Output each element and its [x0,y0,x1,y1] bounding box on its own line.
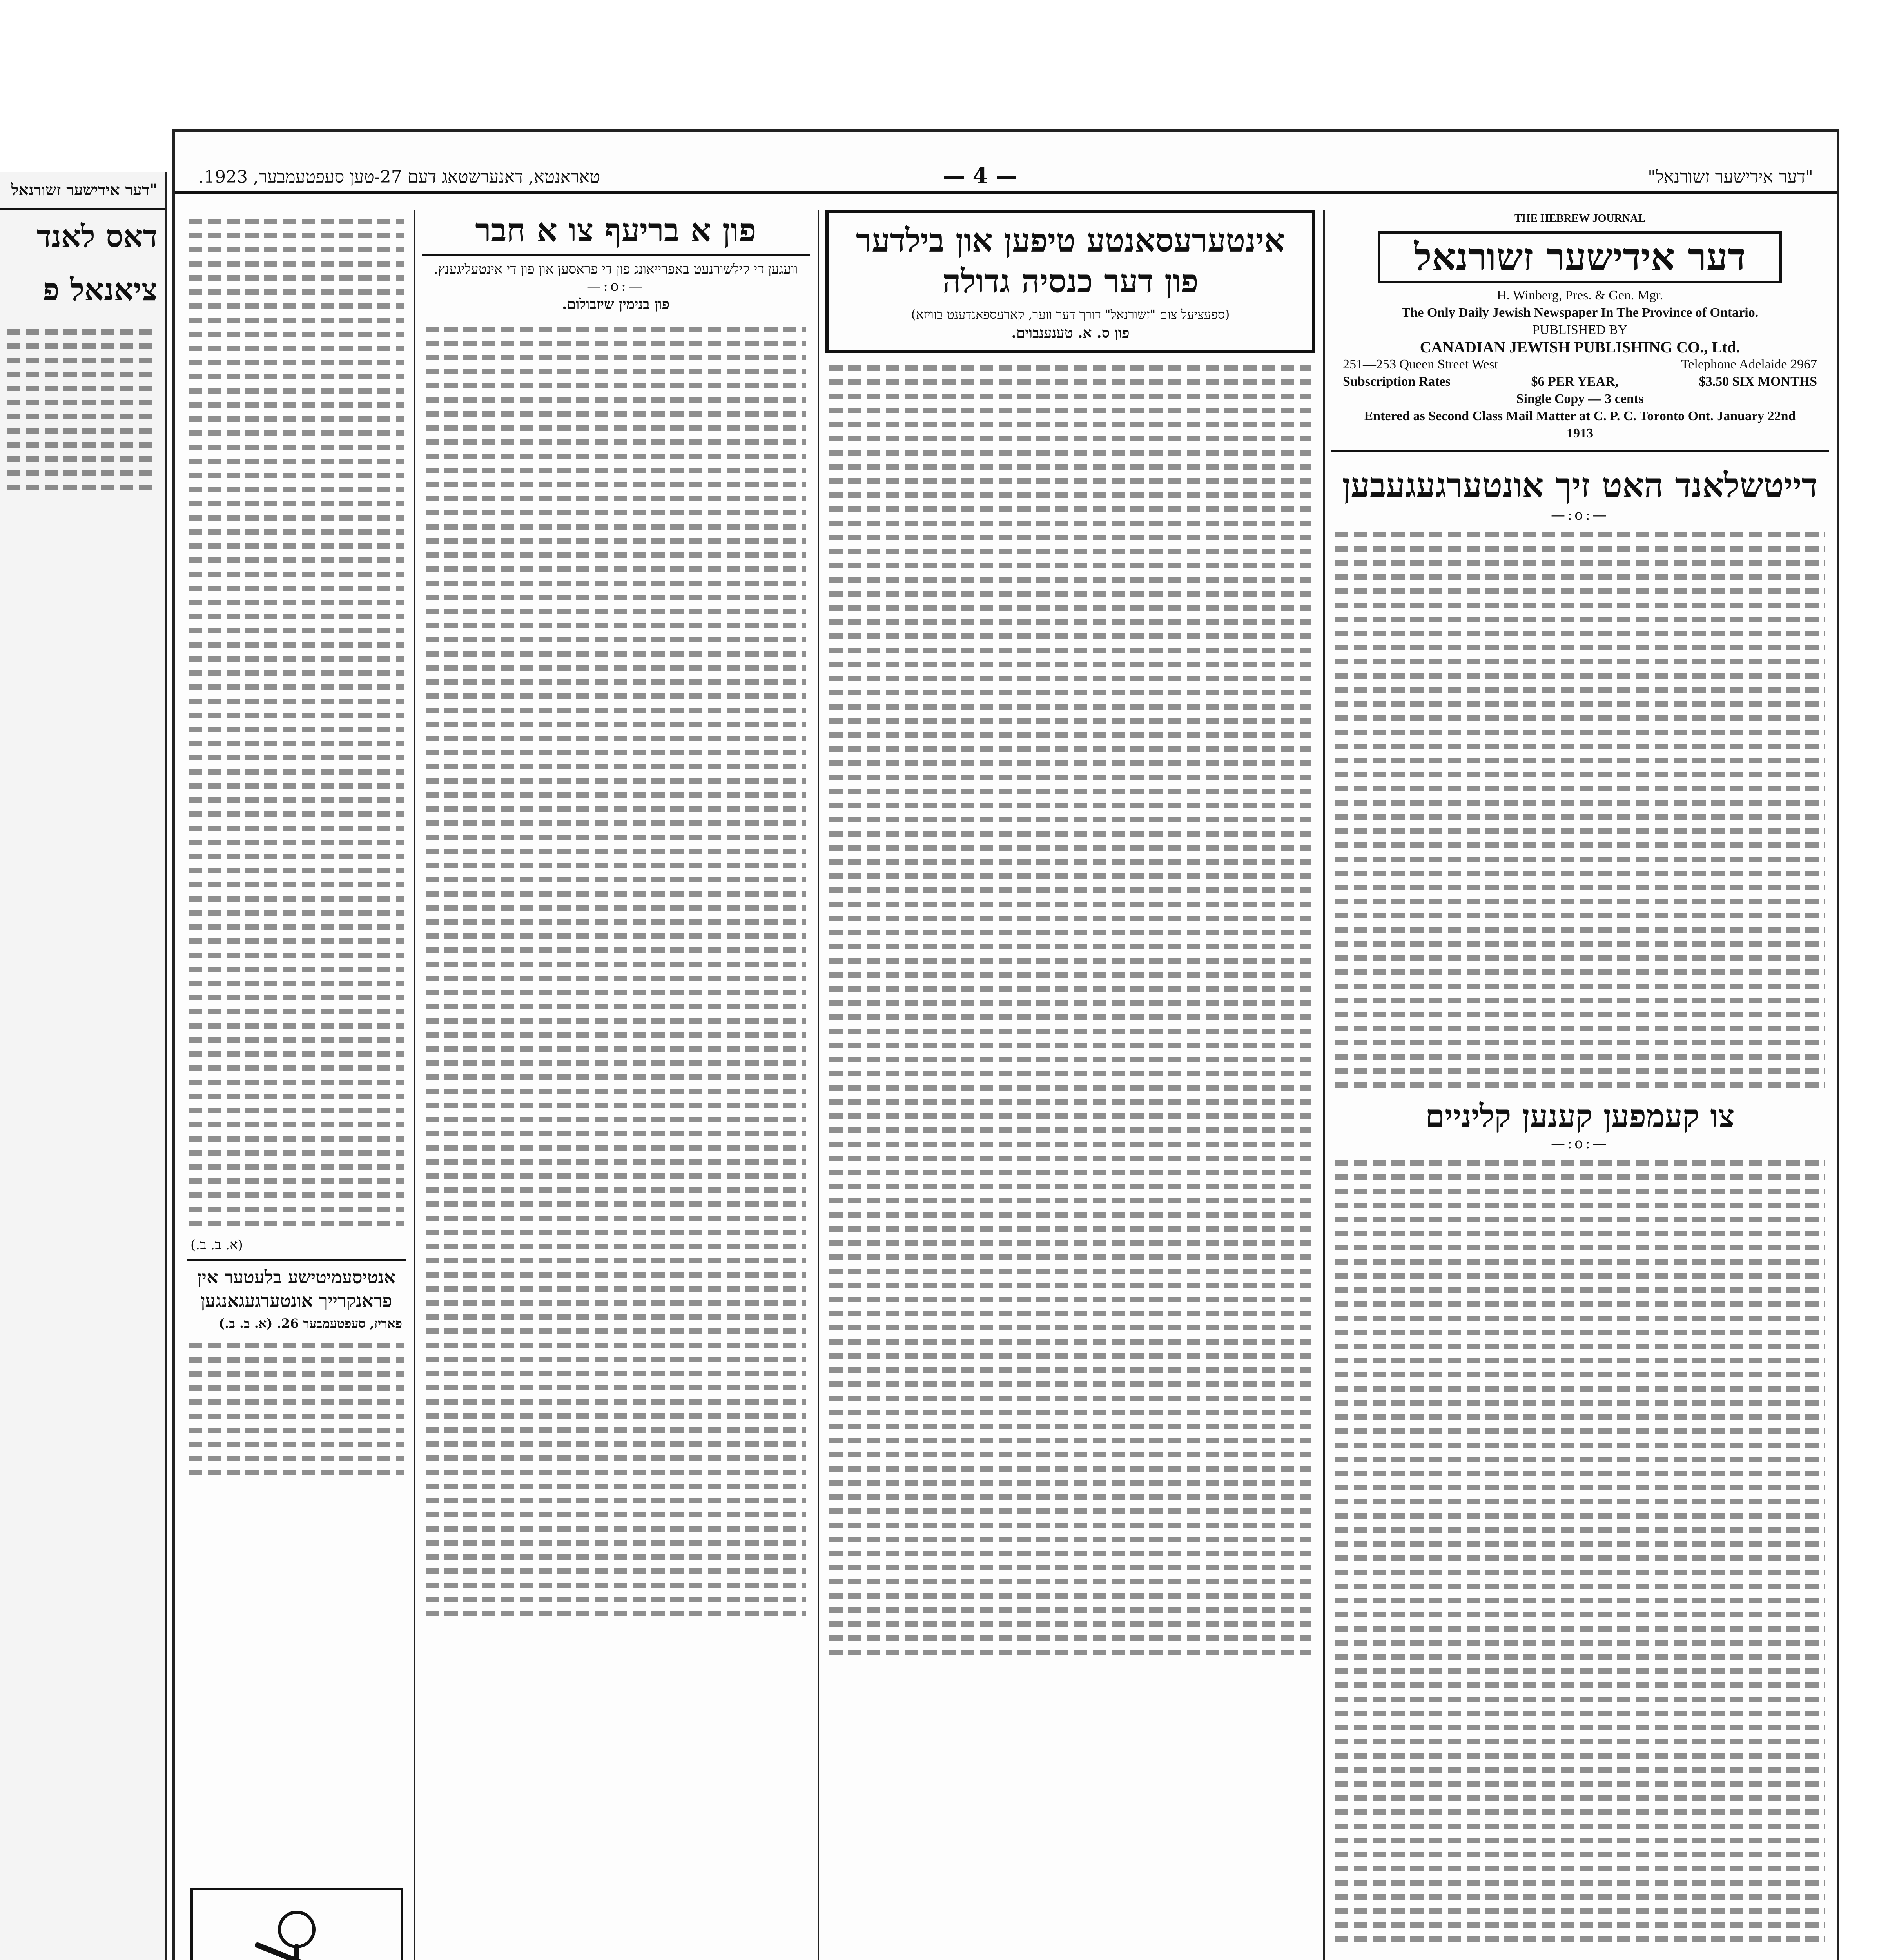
feature-subhead: (ספעציעל צום "זשורנאל" דורך דער ווער, קארעספאנדענט בוויזא) [911,307,1230,322]
masthead-english-title: THE HEBREW JOURNAL [1514,212,1645,225]
column-rule [414,210,415,1960]
letter-body [422,314,810,1629]
newspaper-page [172,129,1839,1960]
editorial-body-1 [1331,532,1829,1088]
editorial-body-2 [1331,1160,1829,1942]
previous-page-headline-1: דאס לאנד [36,219,158,254]
masthead-tagline: The Only Daily Jewish Newspaper In The Province of Ontario. [1401,305,1759,320]
feature-headline-box [825,210,1315,353]
letter-byline: פון בנימין שיזבולום. [562,296,670,312]
editorial-separator-2: —:o:— [1551,1136,1609,1152]
previous-page-headline-2: ציאנאל פ [43,272,158,308]
letter-signature: (א. ב. ב.) [190,1237,243,1253]
masthead-box [1331,210,1829,452]
feature-headline-line-1: אינטערעסאנטע טיפען און בילדער [856,222,1285,260]
editorial-headline-2: צו קעמפען קענען קליניים [1425,1098,1735,1134]
editorial-separator-1: —:o:— [1551,507,1609,523]
previous-page-fragment [0,172,167,1960]
letter-subhead: וועגען די קילשורנעט באפרייאונג פון די פראסען און פון די אינטעליגענץ. [433,261,798,277]
masthead-six-month-rate: $3.50 SIX MONTHS [1699,374,1817,389]
masthead-published-by: PUBLISHED BY [1532,323,1628,337]
letter-headline: פון א בריעף צו א חבר [422,210,810,256]
masthead-year-rate: $6 PER YEAR, [1531,374,1619,389]
masthead-company: CANADIAN JEWISH PUBLISHING CO., Ltd. [1420,338,1740,356]
masthead-subscription-label: Subscription Rates [1343,374,1451,389]
running-head-title: "דער אידישער זשורנאל" [1647,167,1813,187]
masthead-rates-row [1331,373,1829,390]
letter-column [422,210,810,1960]
previous-page-running-head: "דער אידישער זשורנאל [0,172,165,210]
masthead-telephone: Telephone Adelaide 2967 [1681,357,1817,372]
header-rule [175,191,1837,194]
masthead-single-copy: Single Copy — 3 cents [1516,392,1644,406]
feature-column [825,210,1315,1960]
news-body [187,1343,406,1475]
page-number: — 4 — [943,163,1017,189]
letter-separator: —:o:— [587,278,645,294]
masthead-publisher: H. Winberg, Pres. & Gen. Mgr. [1496,288,1663,303]
masthead-entered-notice: Entered as Second Class Mail Matter at C. P. C. Toronto Ont. January 22nd 1913 [1364,409,1796,441]
running-head-date: טאראנטא, דאנערשטאג דעם 27-טען סעפטעמבער, 1923. [198,167,600,187]
liniment-advertisement [190,1888,403,1960]
news-dateline: פאריז, סעפטעמבער 26. (א. ב. ב.) [219,1316,402,1331]
athlete-illustration [214,1902,379,1960]
news-headline: אנטיסעמיטישע בלעטער אין פראנקרייך אונטערגעגאנגען [197,1267,395,1311]
masthead-address: 251—253 Queen Street West [1343,357,1498,372]
news-column [187,210,406,1960]
column-rule [818,210,819,1960]
letter-continued [187,219,406,1226]
masthead-yiddish-title: דער אידישער זשורנאל [1378,231,1782,283]
feature-byline: פון ס. א. טענענבוים. [1011,325,1130,341]
feature-headline-line-2: פון דער כנסיה גדולה [942,263,1199,300]
editorial-column [1331,210,1829,1960]
masthead-contact-row [1331,356,1829,373]
feature-body [825,353,1315,1668]
editorial-headline-1: דייטשלאנד האט זיך אונטערגעגעבען [1342,466,1818,505]
column-rule [1323,210,1325,1960]
